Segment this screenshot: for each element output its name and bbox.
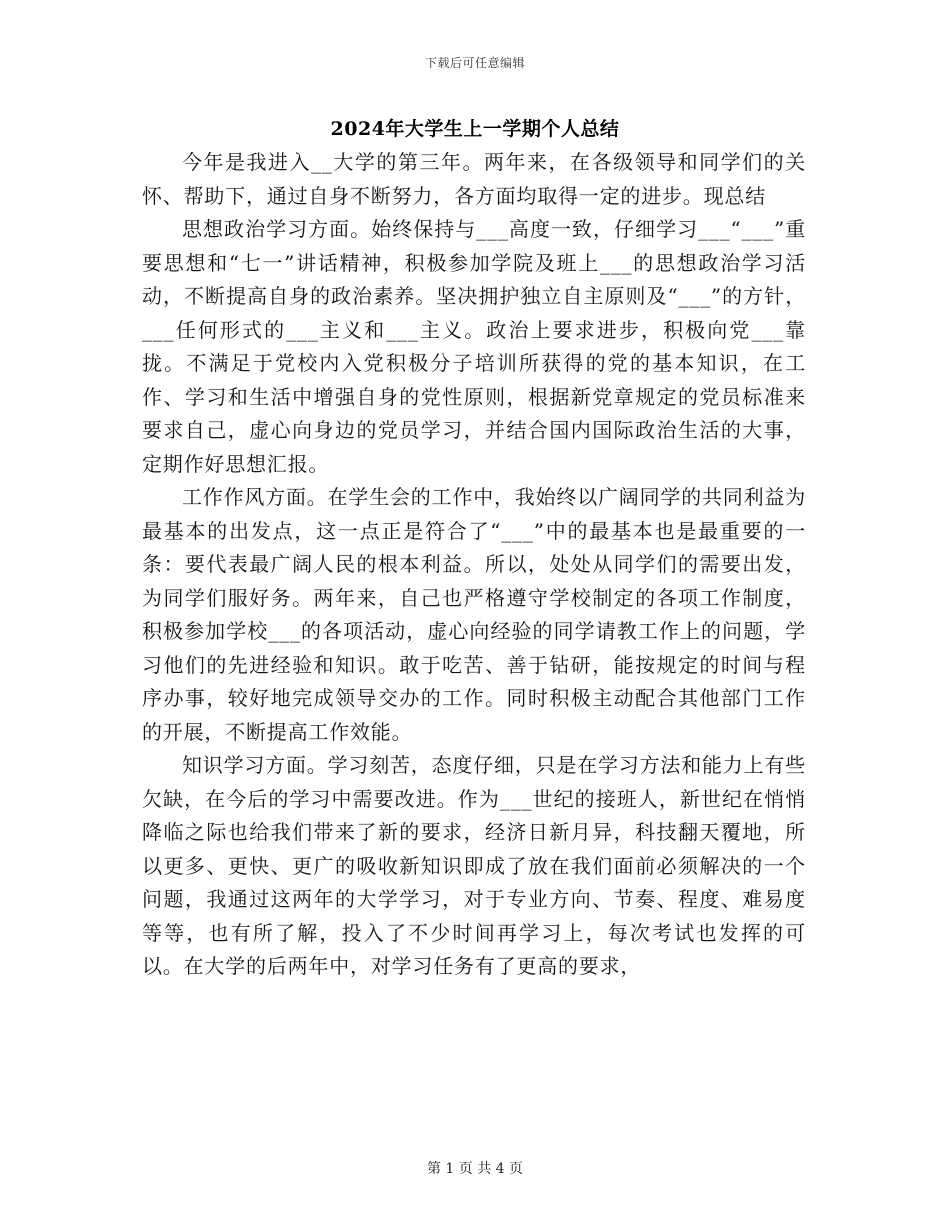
document-title: 2024年大学生上一学期个人总结: [330, 118, 620, 140]
paragraph-knowledge-study: 知识学习方面。学习刻苦，态度仔细，只是在学习方法和能力上有些欠缺，在今后的学习中需要改进。作为___世纪的接班人，新世纪在悄悄降临之际也给我们带来了新的要求，经济日新月异，科技翻天覆地，所以更多、更快、更广的吸收新知识即成了放在我们面前必须解决的一个问题，我通过这两年的大学学习，对于专业方向、节奏、程度、难易度等等，也有所了解，投入了不少时间再学习上，每次考试也发挥的可以。在大学的后两年中，对学习任务有了更高的要求，: [142, 753, 806, 978]
page-number: 第 1 页 共 4 页: [426, 1161, 524, 1177]
paragraph-political-study: 思想政治学习方面。始终保持与___高度一致，仔细学习___“___”重要思想和“七一”讲话精神，积极参加学院及班上___的思想政治学习活动，不断提高自身的政治素养。坚决拥护独立自主原则及“___”的方针，___任何形式的___主义和___主义。政治上要求进步，积极向党___靠拢。不满足于党校内入党积极分子培训所获得的党的基本知识，在工作、学习和生活中增强自身的党性原则，根据新党章规定的党员标准来要求自己，虚心向身边的党员学习，并结合国内国际政治生活的大事，定期作好思想汇报。: [142, 217, 806, 476]
header-note: 下载后可任意编辑: [424, 56, 525, 70]
paragraph-intro: 今年是我进入__大学的第三年。两年来，在各级领导和同学们的关怀、帮助下，通过自身不断努力，各方面均取得一定的进步。现总结: [142, 150, 806, 208]
paragraph-work-style: 工作作风方面。在学生会的工作中，我始终以广阔同学的共同利益为最基本的出发点，这一点正是符合了“___”中的最基本也是最重要的一条：要代表最广阔人民的根本利益。所以，处处从同学们的需要出发，为同学们服好务。两年来，自己也严格遵守学校制定的各项工作制度，积极参加学校___的各项活动，虚心向经验的同学请教工作上的问题，学习他们的先进经验和知识。敢于吃苦、善于钻研，能按规定的时间与程序办事，较好地完成领导交办的工作。同时积极主动配合其他部门工作的开展，不断提高工作效能。: [142, 485, 806, 744]
document-body: [142, 146, 806, 984]
